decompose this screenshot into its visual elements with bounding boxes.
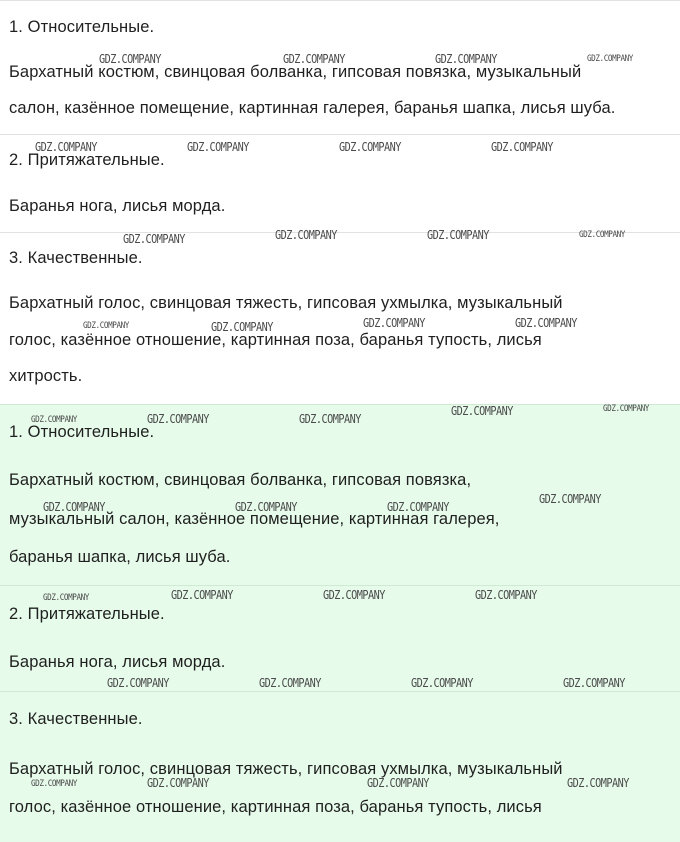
watermark: GDZ.COMPANY <box>31 779 77 789</box>
divider <box>0 691 680 692</box>
relative-title: 1. Относительные. <box>9 423 155 441</box>
divider <box>0 585 680 586</box>
relative-text-line: салон, казённое помещение, картинная галерея, баранья шапка, лисья шуба. <box>9 99 616 117</box>
qualitative-text-line: голос, казённое отношение, картинная поза, баранья тупость, лисья <box>9 331 542 349</box>
watermark: GDZ.COMPANY <box>411 676 473 690</box>
watermark: GDZ.COMPANY <box>43 593 89 603</box>
qualitative-title: 3. Качественные. <box>9 249 143 267</box>
watermark: GDZ.COMPANY <box>435 52 497 66</box>
watermark: GDZ.COMPANY <box>567 776 629 790</box>
watermark: GDZ.COMPANY <box>363 316 425 330</box>
qualitative-text-line: голос, казённое отношение, картинная поза, баранья тупость, лисья <box>9 798 542 816</box>
watermark: GDZ.COMPANY <box>171 588 233 602</box>
watermark: GDZ.COMPANY <box>367 776 429 790</box>
relative-text-line: баранья шапка, лисья шуба. <box>9 548 231 566</box>
watermark: GDZ.COMPANY <box>259 676 321 690</box>
possessive-text-line: Баранья нога, лисья морда. <box>9 653 226 671</box>
watermark: GDZ.COMPANY <box>299 412 361 426</box>
watermark: GDZ.COMPANY <box>427 228 489 242</box>
watermark: GDZ.COMPANY <box>283 52 345 66</box>
watermark: GDZ.COMPANY <box>187 140 249 154</box>
watermark: GDZ.COMPANY <box>107 676 169 690</box>
qualitative-text-line: Бархатный голос, свинцовая тяжесть, гипсовая ухмылка, музыкальный <box>9 760 563 778</box>
divider <box>0 134 680 135</box>
watermark: GDZ.COMPANY <box>475 588 537 602</box>
watermark: GDZ.COMPANY <box>43 500 105 514</box>
qualitative-text-line: хитрость. <box>9 367 83 385</box>
possessive-text-line: Баранья нога, лисья морда. <box>9 197 226 215</box>
watermark: GDZ.COMPANY <box>563 676 625 690</box>
watermark: GDZ.COMPANY <box>31 415 77 425</box>
watermark: GDZ.COMPANY <box>603 404 649 414</box>
watermark: GDZ.COMPANY <box>235 500 297 514</box>
relative-text-line: музыкальный салон, казённое помещение, картинная галерея, <box>9 510 500 528</box>
qualitative-text-line: Бархатный голос, свинцовая тяжесть, гипсовая ухмылка, музыкальный <box>9 294 563 312</box>
qualitative-title: 3. Качественные. <box>9 710 143 728</box>
divider <box>0 232 680 233</box>
watermark: GDZ.COMPANY <box>211 320 273 334</box>
relative-title: 1. Относительные. <box>9 18 155 36</box>
watermark: GDZ.COMPANY <box>147 776 209 790</box>
relative-text-line: Бархатный костюм, свинцовая болванка, гипсовая повязка, музыкальный <box>9 63 582 81</box>
answer-block-1 <box>0 0 680 404</box>
possessive-title: 2. Притяжательные. <box>9 151 165 169</box>
watermark: GDZ.COMPANY <box>83 321 129 331</box>
watermark: GDZ.COMPANY <box>587 54 633 64</box>
watermark: GDZ.COMPANY <box>451 404 513 418</box>
divider <box>0 0 680 1</box>
watermark: GDZ.COMPANY <box>275 228 337 242</box>
divider <box>0 404 680 405</box>
watermark: GDZ.COMPANY <box>539 492 601 506</box>
watermark: GDZ.COMPANY <box>515 316 577 330</box>
watermark: GDZ.COMPANY <box>323 588 385 602</box>
watermark: GDZ.COMPANY <box>99 52 161 66</box>
watermark: GDZ.COMPANY <box>579 230 625 240</box>
watermark: GDZ.COMPANY <box>339 140 401 154</box>
relative-text-line: Бархатный костюм, свинцовая болванка, гипсовая повязка, <box>9 471 472 489</box>
watermark: GDZ.COMPANY <box>147 412 209 426</box>
watermark: GDZ.COMPANY <box>35 140 97 154</box>
watermark: GDZ.COMPANY <box>387 500 449 514</box>
watermark: GDZ.COMPANY <box>491 140 553 154</box>
watermark: GDZ.COMPANY <box>123 232 185 246</box>
answer-block-2 <box>0 404 680 842</box>
possessive-title: 2. Притяжательные. <box>9 605 165 623</box>
